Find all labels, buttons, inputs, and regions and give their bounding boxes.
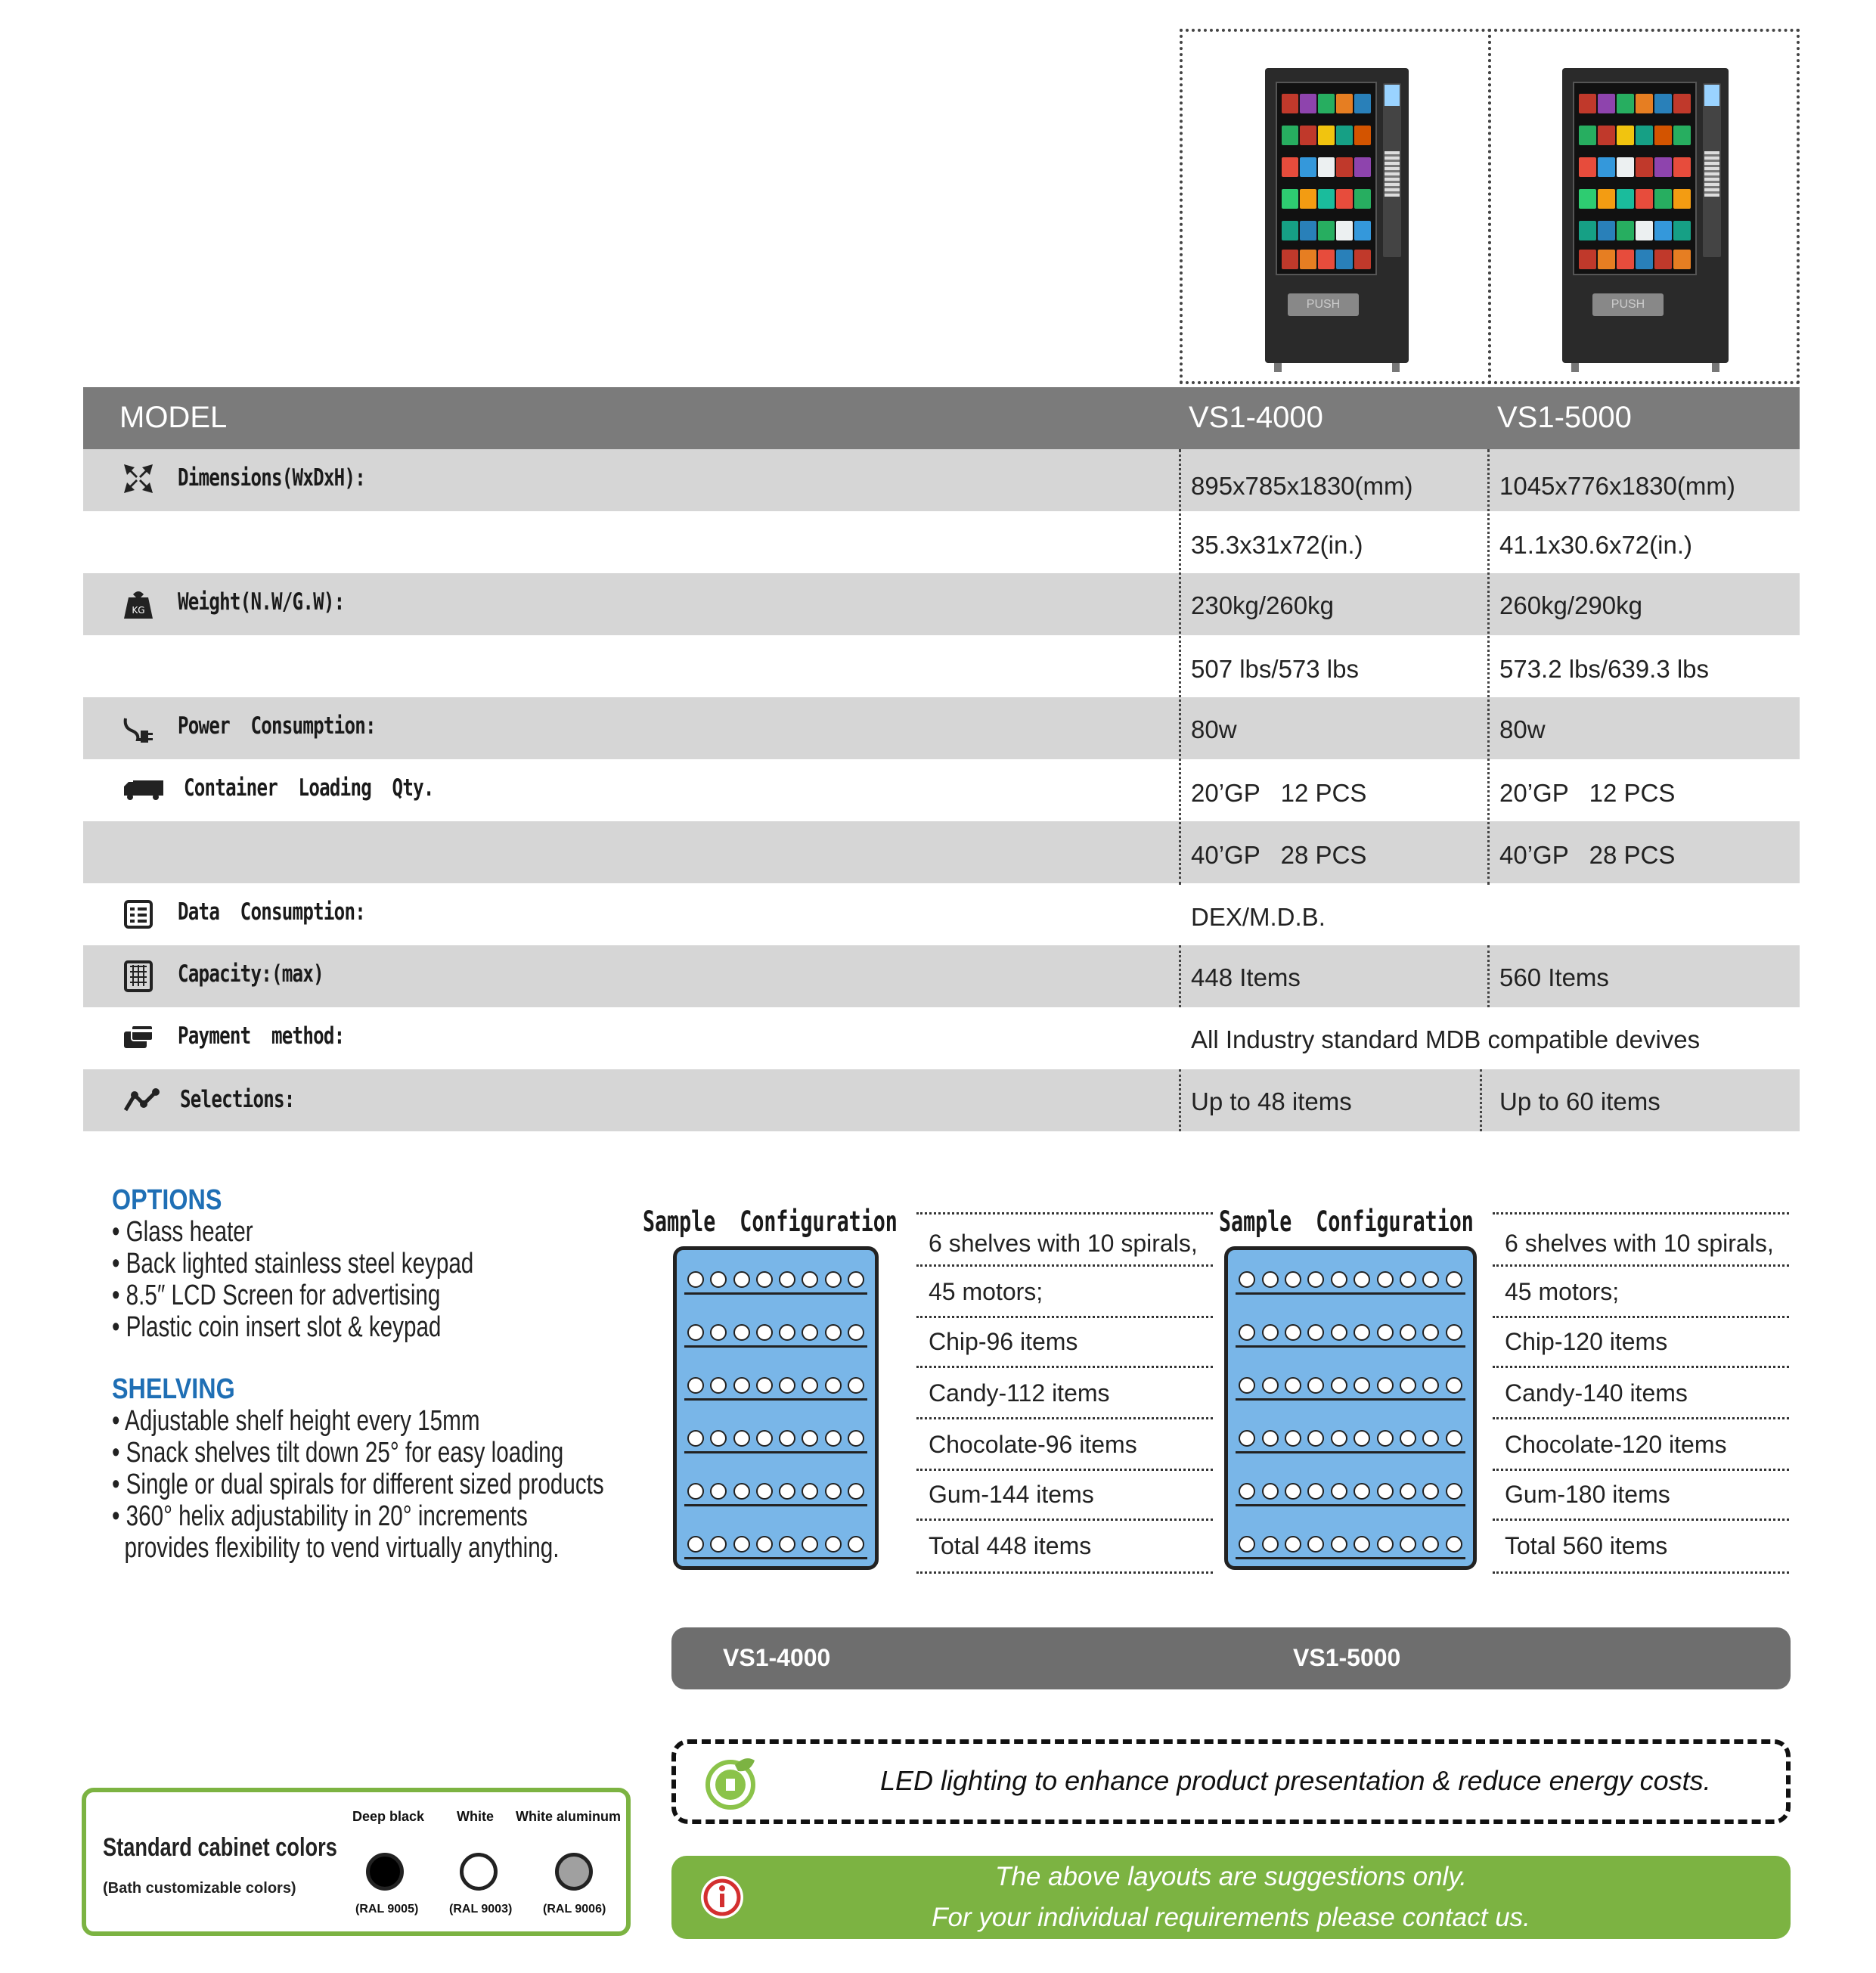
dimensions-in-row [83, 511, 1800, 573]
payment-label: Payment method: [178, 1022, 345, 1050]
weight-b-kg: 260kg/290kg [1499, 591, 1642, 619]
config-a-diagram [673, 1246, 879, 1570]
weight-lbs-row [83, 635, 1800, 697]
power-row [83, 697, 1800, 759]
model-header-a: VS1-4000 [1189, 401, 1323, 434]
model-bar [671, 1627, 1791, 1689]
swatch-ral-white: (RAL 9003) [449, 1903, 513, 1916]
selections-a: Up to 48 items [1191, 1087, 1352, 1115]
options-item: • Back lighted stainless steel keypad [112, 1248, 474, 1280]
cabinet-colors-subtitle: (Bath customizable colors) [103, 1880, 296, 1897]
shelving-item: provides flexibility to vend virtually anything. [112, 1532, 560, 1564]
model-bar-a: VS1-4000 [723, 1644, 831, 1671]
model-header-b: VS1-5000 [1497, 401, 1632, 434]
suggestion-note-box [671, 1856, 1791, 1939]
config-b-title: Sample Configuration [1219, 1205, 1474, 1238]
suggestion-note-line1: The above layouts are suggestions only. [995, 1862, 1467, 1891]
config-b-diagram [1224, 1246, 1477, 1570]
config-b-line: Gum-180 items [1505, 1481, 1670, 1508]
dimensions-b-mm: 1045x776x1830(mm) [1499, 472, 1735, 500]
dimensions-icon [122, 463, 154, 495]
payment-row [83, 1007, 1800, 1069]
power-b: 80w [1499, 715, 1546, 743]
power-plug-icon [122, 712, 154, 744]
shelving-item: • Snack shelves tilt down 25° for easy loading [112, 1437, 564, 1469]
dimensions-a-in: 35.3x31x72(in.) [1191, 531, 1363, 559]
keypad-panel [1383, 83, 1401, 257]
vending-machine-image-a [1265, 68, 1409, 363]
capacity-b: 560 Items [1499, 963, 1609, 991]
options-item: • Glass heater [112, 1216, 253, 1248]
eco-leaf-icon [702, 1754, 759, 1812]
config-b-line: 6 shelves with 10 spirals, [1505, 1230, 1774, 1257]
selections-graph-icon [122, 1084, 160, 1116]
model-bar-b: VS1-5000 [1293, 1644, 1401, 1671]
config-a-title: Sample Configuration [643, 1205, 898, 1238]
options-item: • Plastic coin insert slot & keypad [112, 1311, 442, 1343]
swatch-deep-black [366, 1853, 404, 1891]
capacity-row [83, 945, 1800, 1007]
column-divider [1487, 449, 1490, 885]
config-b-line: Chip-120 items [1505, 1328, 1668, 1355]
column-divider [1179, 945, 1181, 1007]
keypad-panel [1703, 83, 1721, 257]
led-note-text: LED lighting to enhance product presentation & reduce energy costs. [880, 1765, 1711, 1796]
capacity-a: 448 Items [1191, 963, 1301, 991]
options-title: OPTIONS [112, 1184, 222, 1216]
dimensions-label: Dimensions(WxDxH): [178, 464, 366, 492]
suggestion-note-line2: For your individual requirements please contact us. [932, 1903, 1530, 1932]
push-flap: PUSH [1592, 293, 1664, 316]
config-a-line: Chocolate-96 items [929, 1431, 1137, 1458]
column-divider [1179, 449, 1181, 885]
swatch-white [460, 1853, 498, 1891]
weight-b-lbs: 573.2 lbs/639.3 lbs [1499, 655, 1710, 683]
swatch-label-white: White [457, 1809, 494, 1824]
container-40-row [83, 821, 1800, 883]
power-label: Power Consumption: [178, 712, 376, 740]
container-b-40: 40’GP 28 PCS [1499, 841, 1676, 869]
container-b-20: 20’GP 12 PCS [1499, 779, 1676, 807]
dimensions-row [83, 449, 1800, 511]
cabinet-colors-title: Standard cabinet colors [103, 1833, 337, 1862]
config-a-line: Candy-112 items [929, 1379, 1110, 1407]
selections-b: Up to 60 items [1499, 1087, 1660, 1115]
weight-a-kg: 230kg/260kg [1191, 591, 1334, 619]
container-row [83, 759, 1800, 821]
container-a-20: 20’GP 12 PCS [1191, 779, 1367, 807]
swatch-label-deep-black: Deep black [352, 1809, 425, 1824]
column-divider [1487, 945, 1490, 1007]
swatch-ral-white-aluminum: (RAL 9006) [543, 1903, 606, 1916]
shelving-title: SHELVING [112, 1373, 235, 1405]
dimensions-b-in: 41.1x30.6x72(in.) [1499, 531, 1692, 559]
selections-label: Selections: [180, 1086, 295, 1113]
config-b-line: Total 560 items [1505, 1532, 1668, 1559]
shelving-item: • 360° helix adjustability in 20° increments [112, 1500, 528, 1532]
weight-a-lbs: 507 lbs/573 lbs [1191, 655, 1359, 683]
config-a-line: Total 448 items [929, 1532, 1092, 1559]
data-label: Data Consumption: [178, 898, 366, 926]
config-a-line: Gum-144 items [929, 1481, 1094, 1508]
config-a-line: 45 motors; [929, 1278, 1043, 1305]
cabinet-colors-box [82, 1788, 631, 1936]
data-value: DEX/M.D.B. [1191, 903, 1326, 931]
config-b-line: Candy-140 items [1505, 1379, 1688, 1407]
data-list-icon [122, 898, 154, 930]
column-divider [1480, 1069, 1482, 1131]
truck-icon [122, 773, 165, 805]
model-header-label: MODEL [119, 401, 228, 434]
swatch-white-aluminum [555, 1853, 593, 1891]
svg-text:KG: KG [132, 605, 145, 616]
shelving-item: • Adjustable shelf height every 15mm [112, 1405, 480, 1437]
spec-header-row [83, 387, 1800, 449]
options-item: • 8.5″ LCD Screen for advertising [112, 1280, 441, 1311]
weight-row [83, 573, 1800, 635]
column-divider [1179, 1069, 1181, 1131]
power-a: 80w [1191, 715, 1237, 743]
capacity-label: Capacity:(max) [178, 960, 324, 988]
shelving-item: • Single or dual spirals for different sized products [112, 1469, 604, 1500]
config-a-line: Chip-96 items [929, 1328, 1078, 1355]
capacity-grid-icon [122, 960, 154, 992]
config-b-line: Chocolate-120 items [1505, 1431, 1727, 1458]
vending-machine-image-b [1562, 68, 1729, 363]
swatch-label-white-aluminum: White aluminum [516, 1809, 621, 1824]
weight-icon [122, 588, 154, 620]
led-note-box [671, 1739, 1791, 1824]
container-label: Container Loading Qty. [184, 774, 434, 802]
config-b-line: 45 motors; [1505, 1278, 1620, 1305]
container-a-40: 40’GP 28 PCS [1191, 841, 1367, 869]
selections-row [83, 1069, 1800, 1131]
swatch-ral-deep-black: (RAL 9005) [355, 1903, 419, 1916]
data-row [83, 883, 1800, 945]
payment-value: All Industry standard MDB compatible devives [1191, 1025, 1701, 1053]
config-a-line: 6 shelves with 10 spirals, [929, 1230, 1198, 1257]
dimensions-a-mm: 895x785x1830(mm) [1191, 472, 1413, 500]
weight-label: Weight(N.W/G.W): [178, 588, 345, 616]
payment-card-icon [122, 1021, 154, 1053]
push-flap: PUSH [1288, 293, 1359, 316]
